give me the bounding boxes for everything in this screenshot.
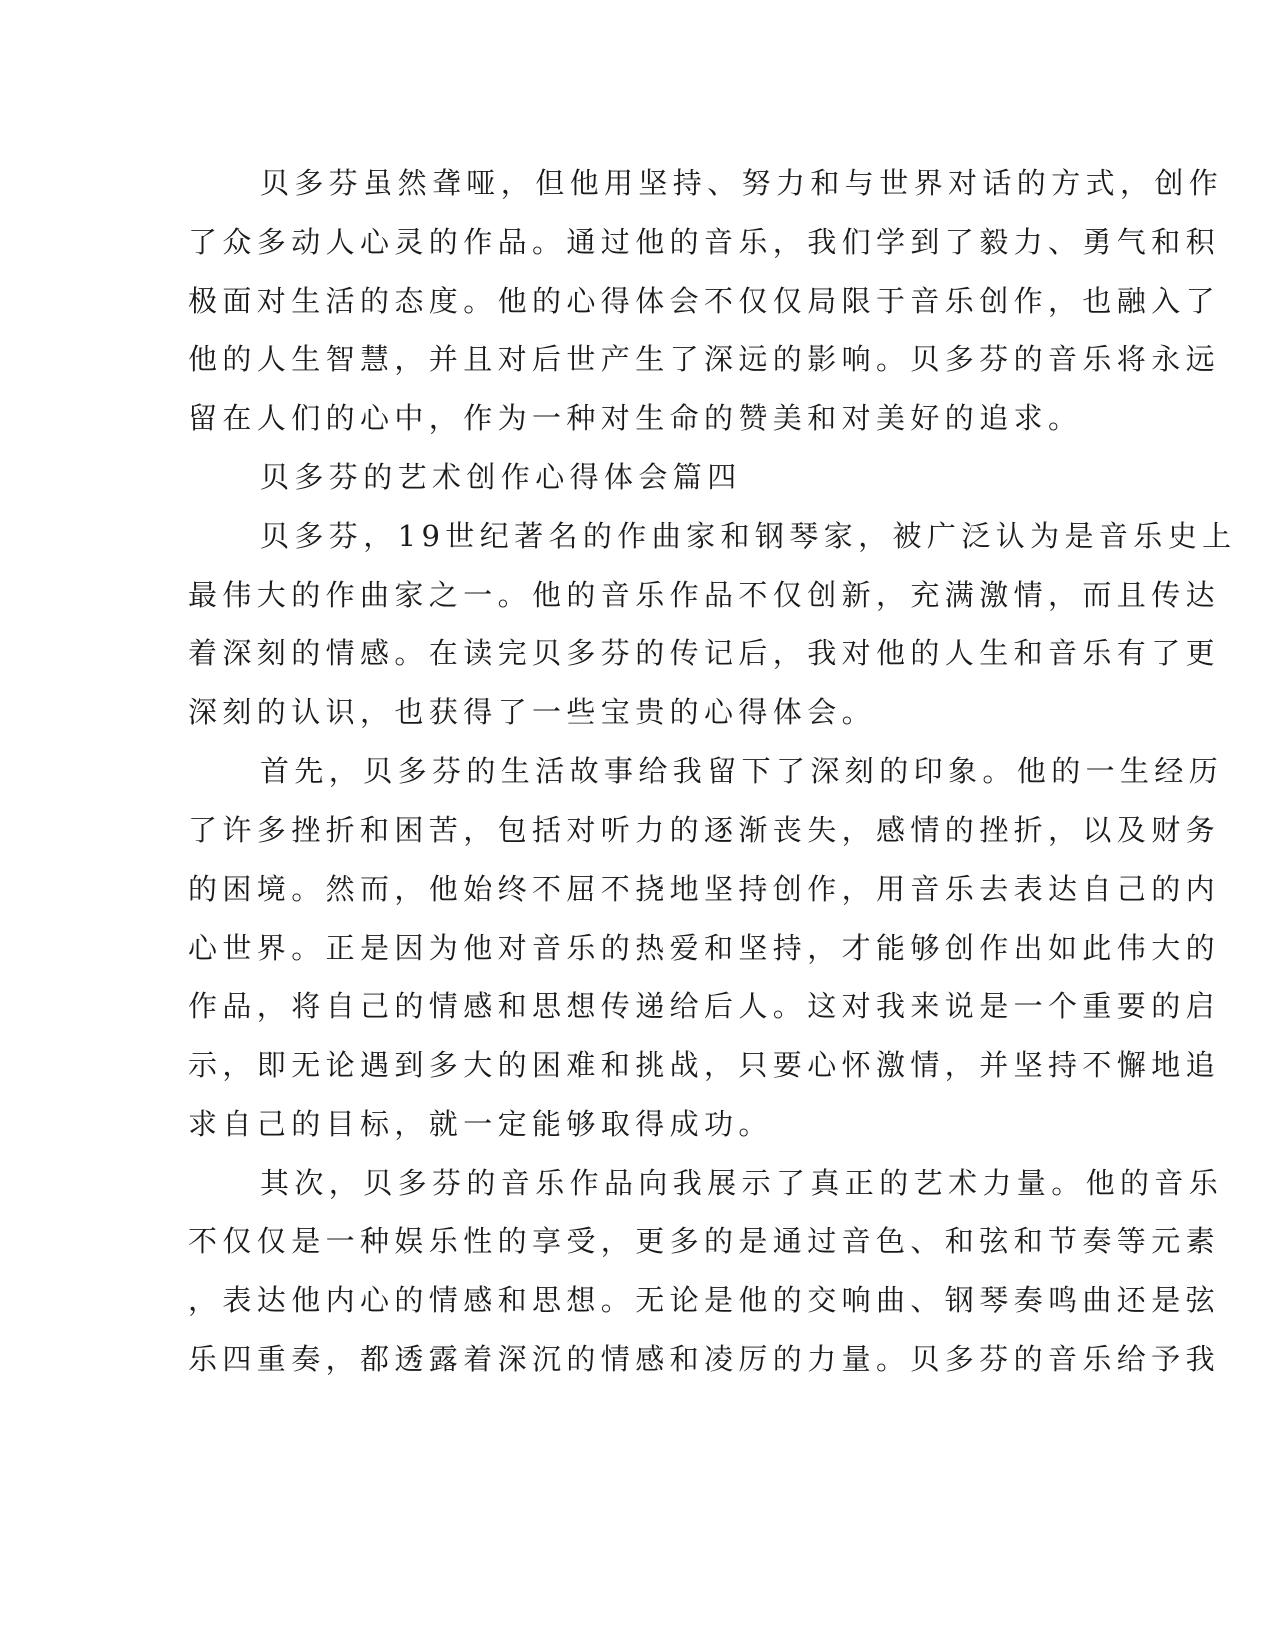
text-line: 的困境。然而，他始终不屈不挠地坚持创作，用音乐去表达自己的内: [188, 872, 1221, 906]
text-line: 了众多动人心灵的作品。通过他的音乐，我们学到了毅力、勇气和积: [188, 225, 1221, 259]
text-line: 贝多芬，19世纪著名的作曲家和钢琴家，被广泛认为是音乐史上: [260, 519, 1237, 553]
text-line: 着深刻的情感。在读完贝多芬的传记后，我对他的人生和音乐有了更: [188, 636, 1221, 670]
text-line: 示，即无论遇到多大的困难和挑战，只要心怀激情，并坚持不懈地追: [188, 1048, 1221, 1082]
text-line: 乐四重奏，都透露着深沉的情感和凌厉的力量。贝多芬的音乐给予我: [188, 1342, 1221, 1376]
text-line: 了许多挫折和困苦，包括对听力的逐渐丧失，感情的挫折，以及财务: [188, 813, 1221, 847]
section-heading: 贝多芬的艺术创作心得体会篇四: [260, 460, 742, 494]
text-line: ，表达他内心的情感和思想。无论是他的交响曲、钢琴奏鸣曲还是弦: [188, 1283, 1221, 1317]
text-line: 首先，贝多芬的生活故事给我留下了深刻的印象。他的一生经历: [260, 754, 1224, 788]
text-line: 他的人生智慧，并且对后世产生了深远的影响。贝多芬的音乐将永远: [188, 342, 1221, 376]
text-line: 最伟大的作曲家之一。他的音乐作品不仅创新，充满激情，而且传达: [188, 578, 1221, 612]
text-line: 其次，贝多芬的音乐作品向我展示了真正的艺术力量。他的音乐: [260, 1166, 1224, 1200]
text-line: 留在人们的心中，作为一种对生命的赞美和对美好的追求。: [188, 401, 1083, 435]
text-line: 贝多芬虽然聋哑，但他用坚持、努力和与世界对话的方式，创作: [260, 166, 1224, 200]
text-line: 深刻的认识，也获得了一些宝贵的心得体会。: [188, 695, 877, 729]
text-line: 心世界。正是因为他对音乐的热爱和坚持，才能够创作出如此伟大的: [188, 931, 1221, 965]
text-line: 求自己的目标，就一定能够取得成功。: [188, 1107, 773, 1141]
text-line: 极面对生活的态度。他的心得体会不仅仅局限于音乐创作，也融入了: [188, 284, 1221, 318]
text-line: 作品，将自己的情感和思想传递给后人。这对我来说是一个重要的启: [188, 989, 1221, 1023]
text-line: 不仅仅是一种娱乐性的享受，更多的是通过音色、和弦和节奏等元素: [188, 1224, 1221, 1258]
